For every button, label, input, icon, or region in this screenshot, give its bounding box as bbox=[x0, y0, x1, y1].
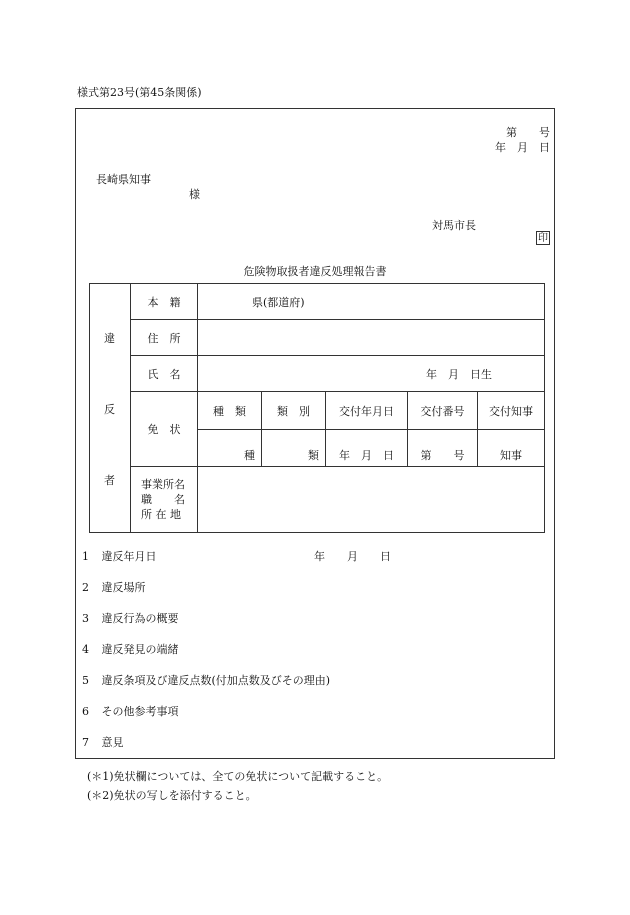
item-number: 5 bbox=[82, 674, 89, 687]
item-number: 4 bbox=[82, 643, 89, 656]
jusho-value bbox=[198, 320, 545, 356]
item-label: 違反行為の概要 bbox=[101, 612, 179, 625]
birth-date: 年 月 日生 bbox=[198, 356, 545, 392]
report-item bbox=[82, 672, 330, 688]
report-item bbox=[82, 703, 179, 719]
menjo-value-type: 種 bbox=[198, 430, 262, 467]
menjo-value-date: 年 月 日 bbox=[326, 430, 408, 467]
note-2: (＊2)免状の写しを添付すること。 bbox=[87, 789, 257, 802]
menjo-value-number: 第 号 bbox=[408, 430, 478, 467]
office-label-cell bbox=[131, 467, 198, 533]
item-label: 違反場所 bbox=[101, 581, 146, 594]
addressee-honorific: 様 bbox=[189, 188, 200, 201]
office-value bbox=[198, 467, 545, 533]
document-date: 年 月 日 bbox=[495, 141, 550, 154]
menjo-header-type: 種 類 bbox=[198, 392, 262, 430]
item-number: 3 bbox=[82, 612, 89, 625]
side-label-1: 違 bbox=[104, 332, 115, 345]
item-label: 意見 bbox=[101, 736, 124, 749]
report-item bbox=[82, 579, 146, 595]
shimei-label: 氏 名 bbox=[131, 356, 198, 392]
menjo-label: 免 状 bbox=[131, 392, 198, 467]
item-label: その他参考事項 bbox=[101, 705, 179, 718]
item-number: 1 bbox=[82, 550, 89, 563]
menjo-value-governor: 知事 bbox=[478, 430, 545, 467]
office-position-label: 職 名 bbox=[141, 493, 185, 506]
violator-side-cell bbox=[90, 284, 131, 533]
menjo-header-class: 類 別 bbox=[262, 392, 326, 430]
side-label-3: 者 bbox=[104, 474, 115, 487]
jusho-label: 住 所 bbox=[131, 320, 198, 356]
issuer: 対馬市長 bbox=[432, 219, 476, 232]
side-label-2: 反 bbox=[104, 403, 115, 416]
menjo-header-governor: 交付知事 bbox=[478, 392, 545, 430]
note-1: (＊1)免状欄については、全ての免状について記載すること。 bbox=[87, 770, 389, 783]
report-item bbox=[82, 610, 179, 626]
item-number: 2 bbox=[82, 581, 89, 594]
violator-table bbox=[89, 283, 545, 533]
document-title: 危険物取扱者違反処理報告書 bbox=[243, 265, 387, 278]
addressee: 長崎県知事 bbox=[96, 173, 151, 186]
item-label: 違反年月日 bbox=[101, 550, 157, 563]
menjo-value-class: 類 bbox=[262, 430, 326, 467]
form-number-label: 様式第23号(第45条関係) bbox=[77, 86, 202, 99]
report-item bbox=[82, 641, 179, 657]
menjo-header-number: 交付番号 bbox=[408, 392, 478, 430]
report-item bbox=[82, 734, 124, 750]
seal-mark: 印 bbox=[538, 233, 548, 244]
office-name-label: 事業所名 bbox=[141, 478, 185, 491]
honseki-label: 本 籍 bbox=[131, 284, 198, 320]
report-item bbox=[82, 548, 157, 564]
honseki-value: 県(都道府) bbox=[198, 284, 545, 320]
item-number: 6 bbox=[82, 705, 89, 718]
item-label: 違反条項及び違反点数(付加点数及びその理由) bbox=[101, 674, 331, 687]
document-number: 第 号 bbox=[506, 126, 550, 139]
item-label: 違反発見の端緒 bbox=[101, 643, 179, 656]
menjo-header-date: 交付年月日 bbox=[326, 392, 408, 430]
office-address-label: 所 在 地 bbox=[141, 508, 181, 521]
violation-date-value: 年 月 日 bbox=[314, 550, 391, 563]
item-number: 7 bbox=[82, 736, 89, 749]
